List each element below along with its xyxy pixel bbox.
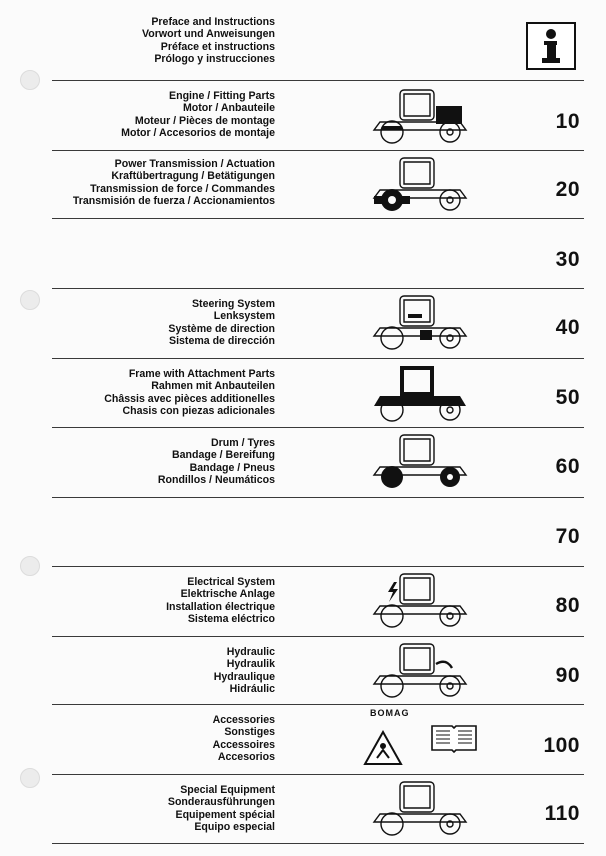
section-70[interactable] <box>40 507 600 565</box>
divider <box>52 358 584 359</box>
label-es: Sistema de dirección <box>169 335 275 348</box>
label-en: Engine / Fitting Parts <box>169 90 275 102</box>
binder-hole <box>20 556 40 576</box>
label-es: Equipo especial <box>194 821 275 834</box>
label-es: Accesorios <box>217 751 275 764</box>
roller-transmission-icon <box>360 154 480 214</box>
roller-special-icon <box>360 778 480 836</box>
divider <box>52 288 584 289</box>
section-hydraulic[interactable] <box>40 646 600 702</box>
label-de: Kraftübertragung / Betätigungen <box>111 170 275 183</box>
section-number: 20 <box>555 178 580 201</box>
section-labels <box>168 784 275 834</box>
binder-hole <box>20 290 40 310</box>
binder-hole <box>20 70 40 90</box>
label-es: Sistema eléctrico <box>187 613 275 626</box>
divider <box>52 80 584 81</box>
label-en: Special Equipment <box>180 784 275 796</box>
warning-triangle-icon <box>363 730 403 766</box>
label-en: Power Transmission / Actuation <box>114 158 275 170</box>
label-de: Rahmen mit Anbauteilen <box>151 380 275 393</box>
section-accessories[interactable] <box>40 708 600 772</box>
section-drum[interactable] <box>40 437 600 495</box>
section-labels <box>214 646 275 696</box>
divider <box>52 704 584 705</box>
label-en: Electrical System <box>187 576 275 588</box>
label-de: Sonstiges <box>224 726 275 739</box>
section-labels <box>213 714 275 764</box>
roller-engine-icon <box>360 86 480 144</box>
section-steering[interactable] <box>40 298 600 356</box>
label-en: Preface and Instructions <box>151 16 275 28</box>
roller-electrical-icon <box>360 570 480 630</box>
label-de: Sonderausführungen <box>167 796 275 809</box>
divider <box>52 843 584 844</box>
label-fr: Système de direction <box>168 322 275 335</box>
divider <box>52 218 584 219</box>
label-es: Hidráulic <box>229 683 275 696</box>
label-de: Bandage / Bereifung <box>171 449 275 462</box>
label-es: Transmisión de fuerza / Accionamientos <box>72 195 275 208</box>
section-number: 50 <box>555 386 580 409</box>
section-engine[interactable] <box>40 90 600 148</box>
section-preface[interactable] <box>40 16 600 80</box>
label-fr: Transmission de force / Commandes <box>90 182 275 195</box>
label-fr: Bandage / Pneus <box>189 461 275 474</box>
divider <box>52 150 584 151</box>
section-electrical[interactable] <box>40 576 600 634</box>
manual-book-icon <box>430 722 478 754</box>
binder-hole <box>20 768 40 788</box>
section-number: 40 <box>555 316 580 339</box>
label-en: Accessories <box>212 714 275 726</box>
label-fr: Installation électrique <box>166 600 275 613</box>
roller-frame-icon <box>360 362 480 422</box>
section-number: 110 <box>544 802 580 825</box>
section-number: 90 <box>555 664 580 687</box>
label-en: Hydraulic <box>226 646 275 658</box>
section-labels <box>166 576 275 626</box>
info-icon <box>526 22 576 70</box>
section-number: 100 <box>543 734 580 757</box>
brand-logo: BOMAG <box>370 708 410 718</box>
label-fr: Préface et instructions <box>160 40 275 53</box>
label-de: Elektrische Anlage <box>180 588 275 601</box>
divider <box>52 566 584 567</box>
section-number: 60 <box>555 455 580 478</box>
label-en: Steering System <box>191 298 275 310</box>
section-special[interactable] <box>40 784 600 842</box>
section-frame[interactable] <box>40 368 600 426</box>
section-30[interactable] <box>40 228 600 286</box>
label-fr: Hydraulique <box>213 670 275 683</box>
roller-hydraulic-icon <box>360 640 480 700</box>
label-fr: Moteur / Pièces de montage <box>134 114 275 127</box>
label-en: Frame with Attachment Parts <box>128 368 275 380</box>
label-de: Hydraulik <box>226 658 275 671</box>
label-de: Motor / Anbauteile <box>182 102 275 115</box>
label-fr: Equipement spécial <box>175 808 275 821</box>
roller-steering-icon <box>360 292 480 352</box>
section-labels <box>104 368 275 418</box>
label-es: Rondillos / Neumáticos <box>157 474 275 487</box>
label-fr: Châssis avec pièces additionelles <box>104 392 275 405</box>
section-number: 30 <box>555 248 580 271</box>
divider <box>52 427 584 428</box>
divider <box>52 774 584 775</box>
label-es: Chasis con piezas adicionales <box>122 405 275 418</box>
label-es: Prólogo y instrucciones <box>154 53 275 66</box>
roller-drum-icon <box>360 431 480 491</box>
section-labels <box>168 298 275 348</box>
divider <box>52 636 584 637</box>
section-labels <box>73 158 275 208</box>
section-number: 80 <box>555 594 580 617</box>
label-es: Motor / Accesorios de montaje <box>121 127 275 140</box>
section-labels <box>121 90 275 140</box>
label-fr: Accessoires <box>212 738 275 751</box>
section-labels <box>158 437 275 487</box>
label-en: Drum / Tyres <box>211 437 275 449</box>
section-number: 70 <box>555 525 580 548</box>
section-labels <box>142 16 275 66</box>
label-de: Vorwort und Anweisungen <box>141 28 275 41</box>
divider <box>52 497 584 498</box>
section-number: 10 <box>555 110 580 133</box>
label-de: Lenksystem <box>213 310 275 323</box>
section-transmission[interactable] <box>40 158 600 216</box>
